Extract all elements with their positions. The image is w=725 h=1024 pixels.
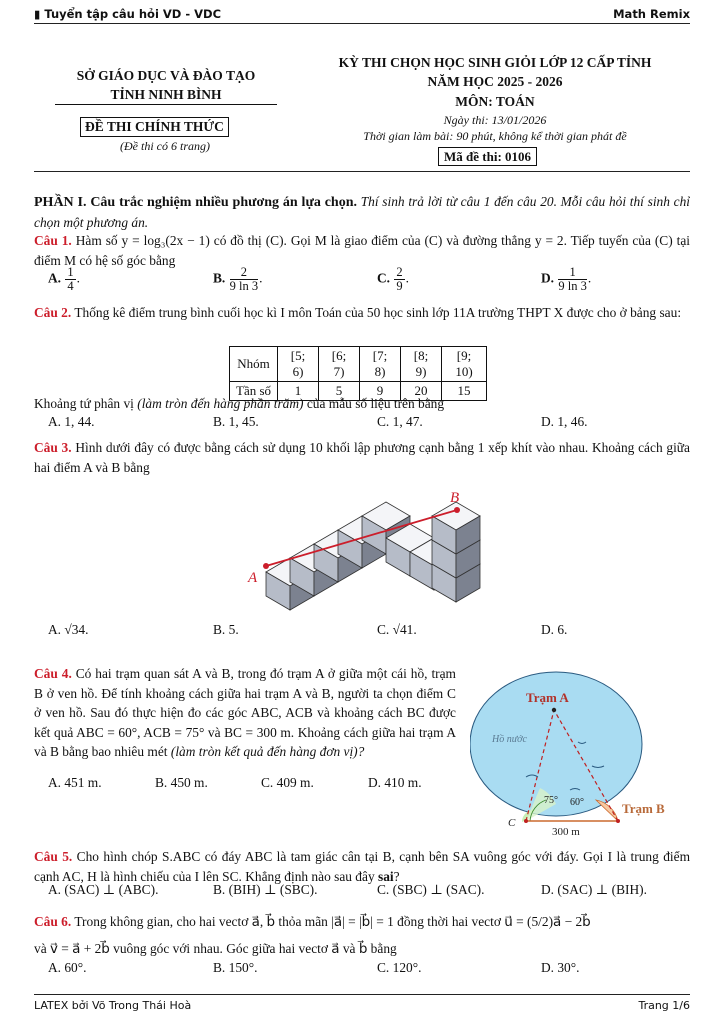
q5-sai: sai xyxy=(378,868,394,884)
table-cell: 15 xyxy=(442,382,487,401)
q4-text: Có hai trạm quan sát A và B, trong đó trạm A ở giữa một cái hồ, trạm B ở ven hồ. Để tính khoảng cách giữa hai trạm A và B, người ta chọn điểm C ở ven hồ. Sau đó thực hiện đo các góc ABC, ACB và khoảng cách BC được kết quả ABC = 60°, ACB = 75° và BC = 300 m. Khoảng cách giữa hai trạm A và B bằng bao nhiêu mét xyxy=(34,666,456,759)
q5-text: Cho hình chóp S.ABC có đáy ABC là tam giác cân tại B, cạnh bên SA vuông góc với đáy. Gọi I là trung điểm cạnh AC, H là hình chiếu của I lên SC. Khẳng định nào sau đây xyxy=(34,849,690,884)
q1-option-b[interactable]: B. $\frac{2}{9 \ln 3}$ . xyxy=(213,265,263,293)
table-cell: [8; 9) xyxy=(401,347,442,382)
question-6 xyxy=(34,912,690,932)
q2-option-a[interactable]: A. 1, 44. xyxy=(48,414,95,429)
angle-75-label: 75° xyxy=(544,795,558,806)
question-4 xyxy=(34,664,456,762)
org-block xyxy=(50,66,282,104)
lake-label: Hồ nước xyxy=(492,734,527,745)
point-c-label: C xyxy=(508,817,516,829)
question-5: Câu 5. Cho hình chóp S.ABC có đáy ABC là tam giác cân tại B, cạnh bên SA vuông góc với đáy. Gọi I là trung điểm cạnh AC, H là hình chiếu của I lên SC. Khẳng định nào sau đây sai? xyxy=(34,849,690,884)
q3-option-c[interactable]: C. √41. xyxy=(377,622,417,637)
q4-note: (làm tròn kết quả đến hàng đơn vị)? xyxy=(170,744,365,759)
distance-label: 300 m xyxy=(552,826,580,838)
q6-option-b[interactable]: B. 150°. xyxy=(213,960,258,975)
table-cell: 9 xyxy=(360,382,401,401)
lake-figure xyxy=(470,670,705,840)
footer-right: Trang 1/6 xyxy=(638,999,690,1012)
q3-text: Hình dưới đây có được bằng cách sử dụng 10 khối lập phương cạnh bằng 1 xếp khít vào nhau. Khoảng cách giữa hai điểm A và B bằng xyxy=(34,440,690,475)
q6-label: Câu 6. xyxy=(34,914,72,929)
q2-text: Thống kê điểm trung bình cuối học kì I môn Toán của 50 học sinh lớp 11A trường THPT X được cho ở bảng sau: xyxy=(74,305,682,320)
q4-label: Câu 4. xyxy=(34,666,72,681)
exam-time: Thời gian làm bài: 90 phút, không kể thời gian phát đề xyxy=(363,129,627,143)
q5-option-b[interactable]: B. (BIH) ⊥ (SBC). xyxy=(213,882,318,897)
official-box xyxy=(80,117,229,137)
table-cell: Tần số xyxy=(230,382,278,401)
q4-option-d[interactable]: D. 410 m. xyxy=(368,775,422,790)
header-left: Tuyển tập câu hỏi VD - VDC xyxy=(44,7,222,21)
q5-option-a[interactable]: A. (SAC) ⊥ (ABC). xyxy=(48,882,159,897)
exam-block xyxy=(300,54,690,144)
q6-option-c[interactable]: C. 120°. xyxy=(377,960,422,975)
q4-option-c[interactable]: C. 409 m. xyxy=(261,775,314,790)
q2-option-c[interactable]: C. 1, 47. xyxy=(377,414,423,429)
q1-option-a[interactable]: A. $\frac{1}{4}$ . xyxy=(48,265,80,293)
table-row xyxy=(230,347,487,382)
q1-text: Hàm số y = log₃(2x − 1) có đồ thị (C). Gọi M là giao điểm của (C) và đường thẳng y = 2. Tiếp tuyến của (C) tại điểm M có hệ số góc bằng xyxy=(34,233,690,268)
official-label: ĐỀ THI CHÍNH THỨC xyxy=(85,119,224,134)
station-b-label: Trạm B xyxy=(622,801,665,816)
table-cell: 20 xyxy=(401,382,442,401)
q5-option-d[interactable]: D. (SAC) ⊥ (BIH). xyxy=(541,882,647,897)
part1-intro xyxy=(34,192,690,232)
org-line1: SỞ GIÁO DỤC VÀ ĐÀO TẠO xyxy=(76,68,256,83)
exam-code: Mã đề thi: 0106 xyxy=(444,149,532,164)
page-count: (Đề thi có 6 trang) xyxy=(120,139,210,153)
q4-option-b[interactable]: B. 450 m. xyxy=(155,775,208,790)
q1-label: Câu 1. xyxy=(34,233,72,248)
cube-figure xyxy=(240,480,490,615)
question-3 xyxy=(34,438,690,477)
table-cell: [5; 6) xyxy=(278,347,319,382)
org-line2: TỈNH NINH BÌNH xyxy=(110,87,222,102)
point-b-label: B xyxy=(450,490,460,506)
q6-option-a[interactable]: A. 60°. xyxy=(48,960,87,975)
angle-60-label: 60° xyxy=(570,797,584,808)
exam-title1: KỲ THI CHỌN HỌC SINH GIỎI LỚP 12 CẤP TỈNH xyxy=(338,55,652,70)
q5-option-c[interactable]: C. (SBC) ⊥ (SAC). xyxy=(377,882,485,897)
q1-option-c[interactable]: C. $\frac{2}{9}$ . xyxy=(377,265,409,293)
part1-instructions: Thí sinh trả lời từ câu 1 đến câu 20. Mỗi câu hỏi thí sinh chỉ chọn một phương án. xyxy=(34,194,690,230)
exam-code-box xyxy=(438,147,537,166)
question-2 xyxy=(34,303,690,323)
head-rule xyxy=(34,171,690,172)
org-divider xyxy=(55,104,277,105)
footer-rule xyxy=(34,994,690,995)
part1-title: PHẦN I. Câu trắc nghiệm nhiều phương án lựa chọn. xyxy=(34,195,357,210)
q2-label: Câu 2. xyxy=(34,305,72,320)
exam-subject: MÔN: TOÁN xyxy=(455,94,535,109)
footer xyxy=(34,999,690,1012)
q2-option-d[interactable]: D. 1, 46. xyxy=(541,414,588,429)
frequency-table xyxy=(229,346,487,401)
question-1 xyxy=(34,231,690,270)
footer-left: LATEX bởi Võ Trong Thái Hoà xyxy=(34,999,192,1012)
exam-title2: NĂM HỌC 2025 - 2026 xyxy=(427,74,563,89)
point-a-label: A xyxy=(248,570,258,586)
book-icon: ▮ xyxy=(34,7,41,21)
station-a-label: Trạm A xyxy=(526,690,569,705)
q3-option-b[interactable]: B. 5. xyxy=(213,622,239,637)
header-right: Math Remix xyxy=(613,7,690,21)
table-cell: [6; 7) xyxy=(319,347,360,382)
table-cell: 5 xyxy=(319,382,360,401)
q2-option-b[interactable]: B. 1, 45. xyxy=(213,414,259,429)
q3-label: Câu 3. xyxy=(34,440,72,455)
table-cell: [7; 8) xyxy=(360,347,401,382)
q2-followup: Khoảng tứ phân vị (làm tròn đến hàng phần trăm) của mẫu số liệu trên bằng xyxy=(34,396,445,411)
q1-option-d[interactable]: D. $\frac{1}{9 \ln 3}$ . xyxy=(541,265,592,293)
q6-text1: Trong không gian, cho hai vectơ a⃗, b⃗ thỏa mãn |a⃗| = |b⃗| = 1 đồng thời hai vectơ u⃗ = (5/2)a⃗ − 2b⃗ xyxy=(74,914,591,929)
table-cell: Nhóm xyxy=(230,347,278,382)
table-cell: 1 xyxy=(278,382,319,401)
exam-date: Ngày thi: 13/01/2026 xyxy=(443,113,547,127)
table-cell: [9; 10) xyxy=(442,347,487,382)
question-6-cont xyxy=(34,939,690,959)
running-header xyxy=(34,7,690,21)
q6-text2: và v⃗ = a⃗ + 2b⃗ vuông góc với nhau. Góc giữa hai vectơ a⃗ và b⃗ bằng xyxy=(34,941,397,956)
q3-option-d[interactable]: D. 6. xyxy=(541,622,568,637)
q3-option-a[interactable]: A. √34. xyxy=(48,622,89,637)
header-rule xyxy=(34,23,690,24)
q5-label: Câu 5. xyxy=(34,849,73,864)
q6-option-d[interactable]: D. 30°. xyxy=(541,960,580,975)
q4-option-a[interactable]: A. 451 m. xyxy=(48,775,102,790)
